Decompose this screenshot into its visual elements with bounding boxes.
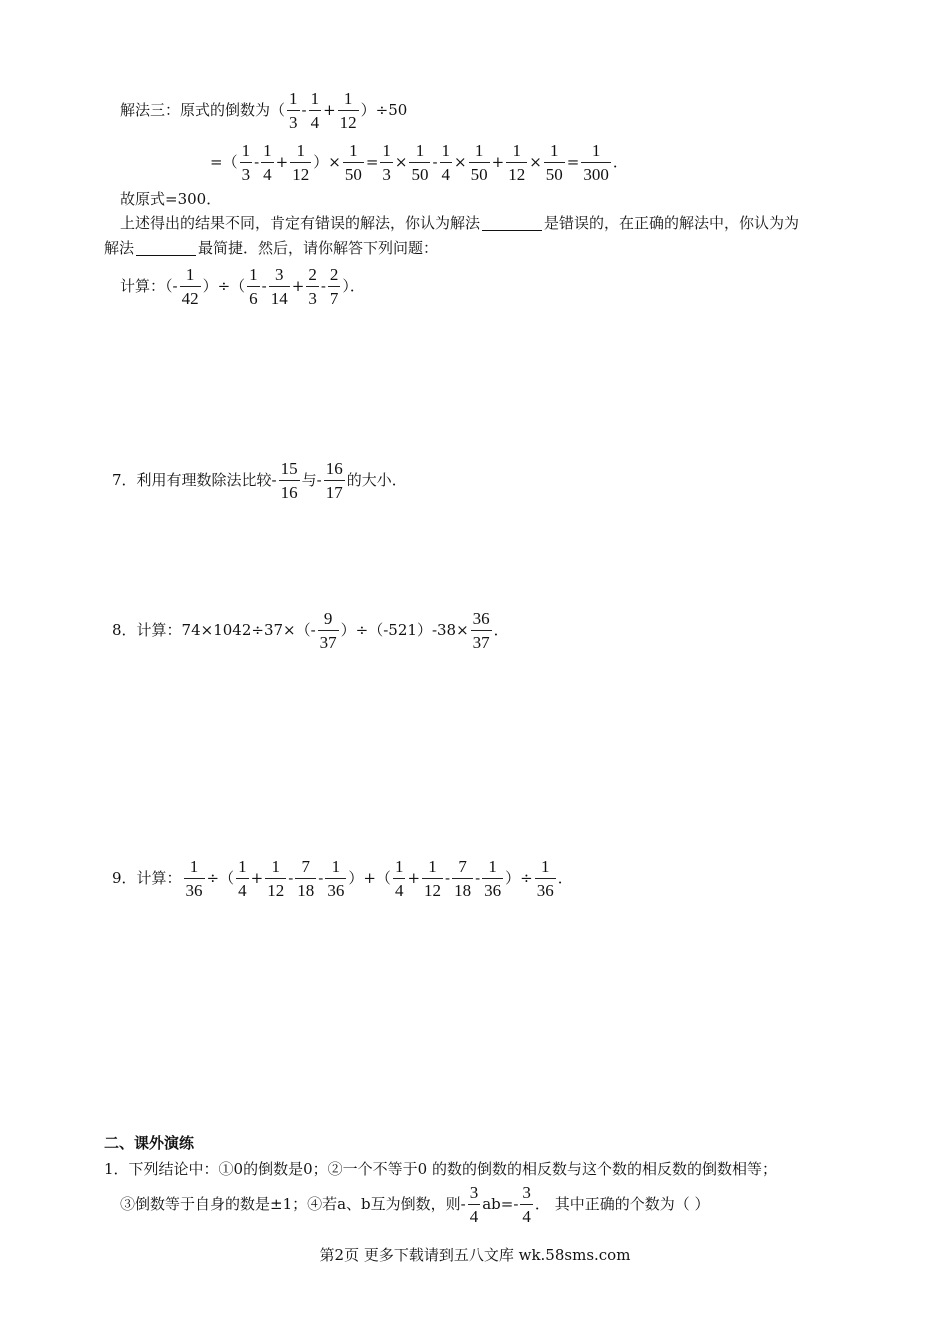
fraction: $\frac{1}{36}$ [536, 857, 554, 900]
question-8: 8．计算：74×1042÷37×（- $\frac{9}{37}$ ）÷（-521）-38× $\frac{36}{37}$ ． [112, 609, 509, 652]
fraction: $\frac{2}{7}$ [329, 265, 339, 308]
fraction: $\frac{1}{3}$ [241, 141, 251, 184]
fraction: $\frac{1}{6}$ [249, 265, 258, 308]
fraction: $\frac{1}{4}$ [238, 857, 247, 900]
fraction: $\frac{3}{4}$ [522, 1183, 531, 1226]
section-heading: 二、课外演练 [104, 1134, 195, 1152]
fraction: $\frac{1}{3}$ [382, 141, 391, 184]
paragraph-line-1: 上述得出的结果不同，肯定有错误的解法，你认为解法 是错误的，在正确的解法中，你认为为 [120, 214, 800, 232]
fraction: $\frac{1}{36}$ [185, 857, 203, 900]
fraction: $\frac{1}{12}$ [424, 857, 442, 900]
result-line [120, 192, 221, 207]
fraction: $\frac{1}{50}$ [545, 141, 563, 184]
page-footer: 第2页 更多下载请到五八文库 wk.58sms.com [319, 1246, 631, 1264]
method3-tail: ）÷50 [360, 101, 408, 119]
fraction: $\frac{7}{18}$ [297, 857, 315, 900]
answer-blank[interactable] [136, 241, 196, 256]
answer-blank[interactable] [482, 216, 542, 231]
fraction: $\frac{1}{50}$ [344, 141, 362, 184]
fraction: $\frac{1}{12}$ [339, 89, 357, 132]
fraction: $\frac{1}{42}$ [181, 265, 199, 308]
fraction: $\frac{1}{4}$ [394, 857, 404, 900]
fraction: $\frac{1}{4}$ [263, 141, 272, 184]
fraction: $\frac{1}{3}$ [289, 89, 298, 132]
fraction: $\frac{1}{4}$ [310, 89, 320, 132]
fraction: $\frac{1}{12}$ [508, 141, 526, 184]
step2-line: =（ $\frac{1}{3}$ - $\frac{1}{4}$ + $\frac{1}{12}$ ）× $\frac{1}{50}$ = $\frac{1}{3}$ × $\frac{1}{50}$ - $\frac{1}{4}$ × $\frac{1}{50}$ + $\frac{1}{12}$ × $\frac{1}{50}$ = $\frac{1}{300}$ ． [210, 141, 628, 184]
method3-line: 解法三：原式的倒数为（ $\frac{1}{3}$ - $\frac{1}{4}$ + $\frac{1}{12}$ ）÷50 [120, 89, 408, 132]
question-9: 9．计算： $\frac{1}{36}$ ÷（ $\frac{1}{4}$ + $\frac{1}{12}$ - $\frac{7}{18}$ - $\frac{1}{36}$ ）+（ $\frac{1}{4}$ + $\frac{1}{12}$ - $\frac{7}{18}$ - $\frac{1}{36}$ ）÷ $\frac{1}{36}$ ． [112, 857, 573, 900]
section2-q1-line2: ③倒数等于自身的数是±1；④若a、b互为倒数，则- $\frac{3}{4}$ ab=- $\frac{3}{4}$ ． 其中正确的个数为（ ） [120, 1183, 710, 1226]
fraction: $\frac{3}{14}$ [270, 265, 288, 308]
fraction: $\frac{16}{17}$ [325, 459, 343, 502]
fraction: $\frac{3}{4}$ [469, 1183, 479, 1226]
section2-q1-line1: 1．下列结论中：①0的倒数是0；②一个不等于0 的数的倒数的相反数与这个数的相反数的倒数相等； [104, 1160, 777, 1178]
fraction: $\frac{1}{50}$ [411, 141, 429, 184]
fraction: $\frac{9}{37}$ [319, 609, 337, 652]
fraction: $\frac{1}{50}$ [470, 141, 488, 184]
fraction: $\frac{1}{36}$ [484, 857, 502, 900]
fraction: $\frac{1}{36}$ [327, 857, 345, 900]
paragraph-line-2: 解法 最简捷．然后，请你解答下列问题： [104, 239, 439, 257]
result-text: 故原式=300． [120, 190, 222, 208]
fraction: $\frac{7}{18}$ [454, 857, 472, 900]
fraction: $\frac{2}{3}$ [308, 265, 317, 308]
fraction: $\frac{1}{12}$ [292, 141, 310, 184]
fraction: $\frac{1}{4}$ [441, 141, 451, 184]
fraction: $\frac{1}{12}$ [267, 857, 285, 900]
fraction: $\frac{1}{300}$ [583, 141, 609, 184]
calc1-line: 计算：（- $\frac{1}{42}$ ）÷（ $\frac{1}{6}$ - $\frac{3}{14}$ + $\frac{2}{3}$ - $\frac{2}{7}$ ）． [120, 265, 365, 308]
question-7: 7．利用有理数除法比较- $\frac{15}{16}$ 与- $\frac{16}{17}$ 的大小． [112, 459, 407, 502]
fraction: $\frac{36}{37}$ [472, 609, 490, 652]
fraction: $\frac{15}{16}$ [280, 459, 298, 502]
method3-label: 解法三：原式的倒数为（ [120, 101, 286, 119]
